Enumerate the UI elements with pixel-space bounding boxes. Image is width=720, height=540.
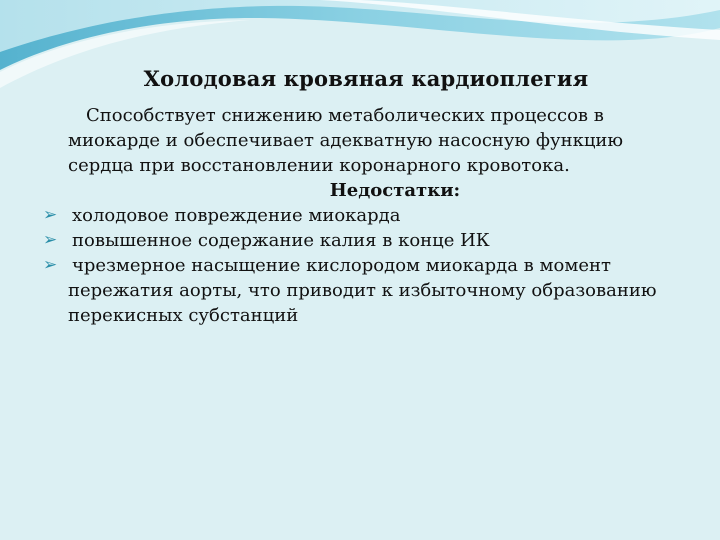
list-item	[43, 253, 670, 328]
list-item	[43, 228, 670, 253]
slide-body	[43, 103, 670, 328]
arrow-bullet-icon: ➢	[43, 255, 58, 275]
list-item-text: холодовое повреждение миокарда	[72, 205, 401, 226]
decorative-wave-header	[0, 0, 720, 110]
subheading: Недостатки:	[329, 180, 461, 201]
arrow-bullet-icon: ➢	[43, 205, 58, 225]
slide-title: Холодовая кровяная кардиоплегия	[143, 66, 589, 91]
disadvantages-list	[43, 203, 670, 328]
list-item	[43, 203, 670, 228]
list-item-text: чрезмерное насыщение кислородом миокарда в момент пережатия аорты, что приводит к избыточному образованию перекисных субстанций	[68, 255, 657, 326]
intro-paragraph: Способствует снижению метаболических процессов в миокарде и обеспечивает адекватную насосную функцию сердца при восстановлении коронарного кровотока.	[68, 105, 624, 176]
arrow-bullet-icon: ➢	[43, 230, 58, 250]
list-item-text: повышенное содержание калия в конце ИК	[72, 230, 490, 251]
